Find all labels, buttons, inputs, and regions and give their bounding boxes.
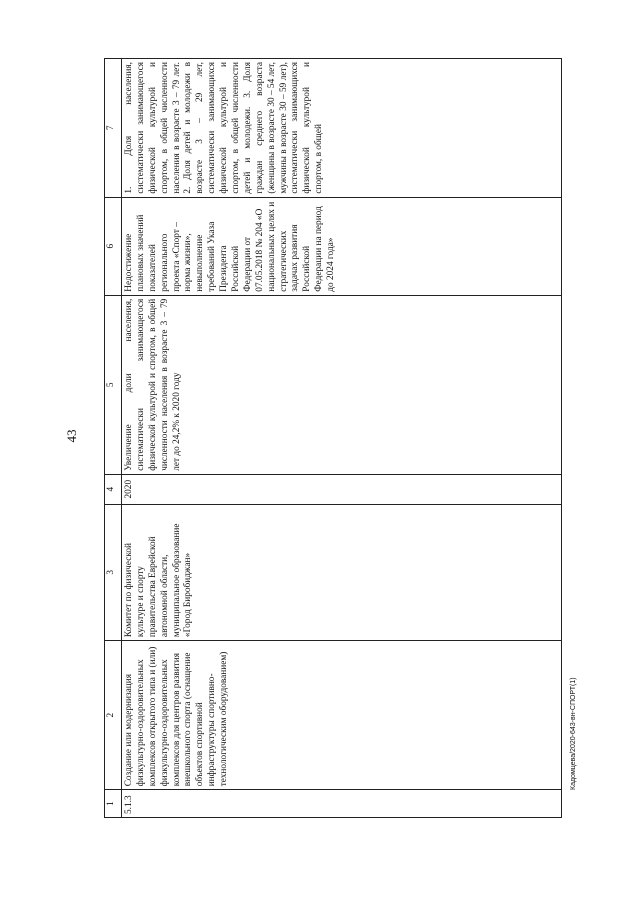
indicators-cell: 1. Доля населения, систематически занимающегося физической культурой и спортом, в общей численности населения в возрасте 3 – 79 лет. 2. Доля детей и молодежи в возрасте 3 – 29 лет, систематически занимающихся физической культурой и спортом, в общей численности детей и молодежи. 3. Доля граждан среднего возраста (женщины в возрасте 30 – 54 лет, мужчины в возрасте 30 – 59 лет), систематически занимающихся физической культурой и спортом, в общей xyxy=(122,59,562,198)
result-cell: Увеличение доли населения, систематически занимающегося физической культурой и спортом, в общей численности населения в возрасте 3 – 79 лет до 24,2% к 2020 году xyxy=(122,295,562,474)
executor-cell: Комитет по физической культуре и спорту правительства Еврейской автономной области, муниципальное образование «Город Биробиджан» xyxy=(122,504,562,640)
measures-table xyxy=(104,58,562,818)
measure-cell: Создание или модернизация физкультурно-оздоровительных комплексов открытого типа и (или) физкультурно-оздоровительных комплексов для центров развития внешкольного спорта (оснащение объектов спортивной инфраструктуры спортивно-технологическим оборудованием) xyxy=(122,641,562,790)
document-footer-code: Кадомцева/2020-643-вн-СПОРТ(1) xyxy=(570,677,577,790)
header-col-6: 6 xyxy=(105,197,122,295)
consequences-cell: Недостижение плановых значений показателей регионального проекта «Спорт – норма жизни», невыполнение требований Указа Президента Российской Федерации от 07.05.2018 № 204 «О национальных целях и стратегических задачах развития Российской Федерации на период до 2024 года» xyxy=(122,197,562,295)
header-col-1: 1 xyxy=(105,790,122,818)
year-cell: 2020 xyxy=(122,474,562,504)
header-col-3: 3 xyxy=(105,504,122,640)
table-row xyxy=(122,59,562,818)
header-row xyxy=(105,59,122,818)
row-number: 5.1.3 xyxy=(122,790,562,818)
header-col-5: 5 xyxy=(105,295,122,474)
header-col-7: 7 xyxy=(105,59,122,198)
page-number: 43 xyxy=(64,429,79,443)
header-col-2: 2 xyxy=(105,641,122,790)
header-col-4: 4 xyxy=(105,474,122,504)
measures-table-wrapper xyxy=(104,58,584,818)
